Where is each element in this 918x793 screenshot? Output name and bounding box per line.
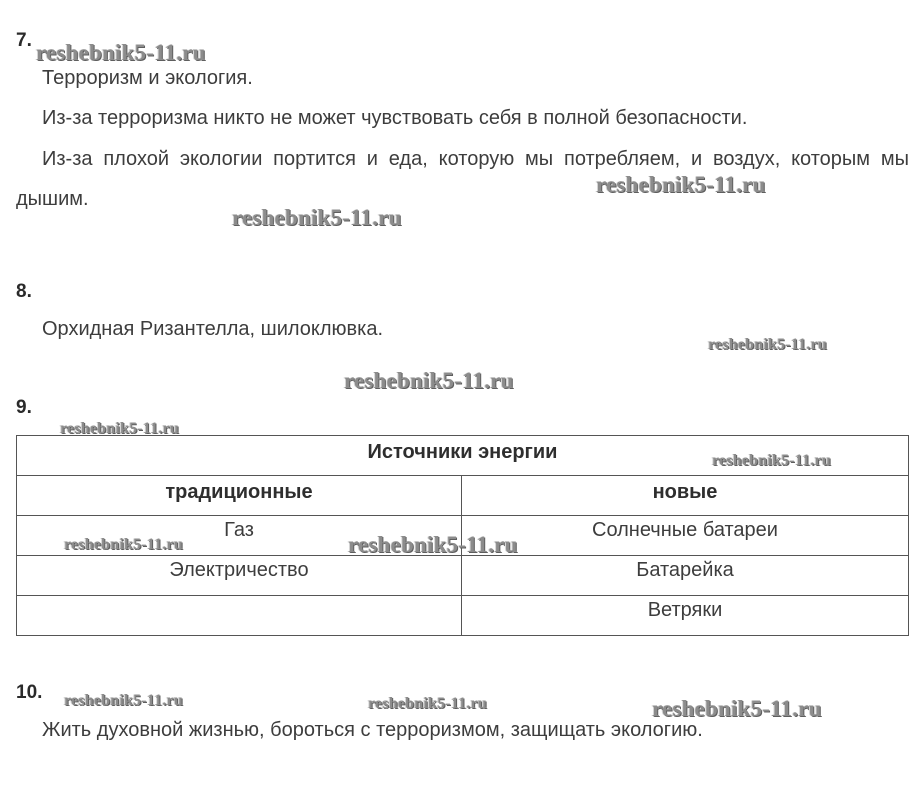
cell-traditional: Электричество — [17, 556, 462, 596]
watermark: reshebnik5-11.ru — [368, 695, 487, 712]
question-9-number: 9. — [16, 397, 32, 418]
watermark: reshebnik5-11.ru — [60, 420, 179, 437]
cell-traditional — [17, 596, 462, 636]
cell-traditional: Газ — [17, 516, 462, 556]
question-10-number: 10. — [16, 682, 43, 703]
watermark: reshebnik5-11.ru — [36, 40, 206, 65]
question-8-answer: Орхидная Ризантелла, шилоклювка. — [42, 318, 384, 340]
question-7-answer-line-2: Из-за плохой экологии портится и еда, которую мы потребляем, и воздух, которым мы дышим. — [16, 148, 909, 210]
watermark: reshebnik5-11.ru — [348, 532, 518, 557]
table-title: Источники энергии — [17, 436, 909, 476]
cell-new: Батарейка — [462, 556, 909, 596]
question-8-number: 8. — [16, 281, 32, 302]
watermark: reshebnik5-11.ru — [64, 692, 183, 709]
table-subheader-row — [17, 476, 909, 516]
table-row — [17, 596, 909, 636]
watermark: reshebnik5-11.ru — [596, 172, 766, 197]
question-7-number: 7. — [16, 30, 32, 51]
watermark: reshebnik5-11.ru — [344, 368, 514, 393]
cell-new: Солнечные батареи — [462, 516, 909, 556]
question-7-title: Терроризм и экология. — [42, 67, 253, 89]
cell-new: Ветряки — [462, 596, 909, 636]
table-row — [17, 556, 909, 596]
watermark: reshebnik5-11.ru — [64, 536, 183, 553]
watermark: reshebnik5-11.ru — [708, 336, 827, 353]
column-header-new: новые — [462, 476, 909, 516]
column-header-traditional: традиционные — [17, 476, 462, 516]
question-7-answer-line-1: Из-за терроризма никто не может чувствовать себя в полной безопасности. — [42, 107, 748, 129]
watermark: reshebnik5-11.ru — [652, 696, 822, 721]
watermark: reshebnik5-11.ru — [712, 452, 831, 469]
watermark: reshebnik5-11.ru — [232, 205, 402, 230]
question-10-answer: Жить духовной жизнью, бороться с терроризмом, защищать экологию. — [42, 719, 703, 741]
